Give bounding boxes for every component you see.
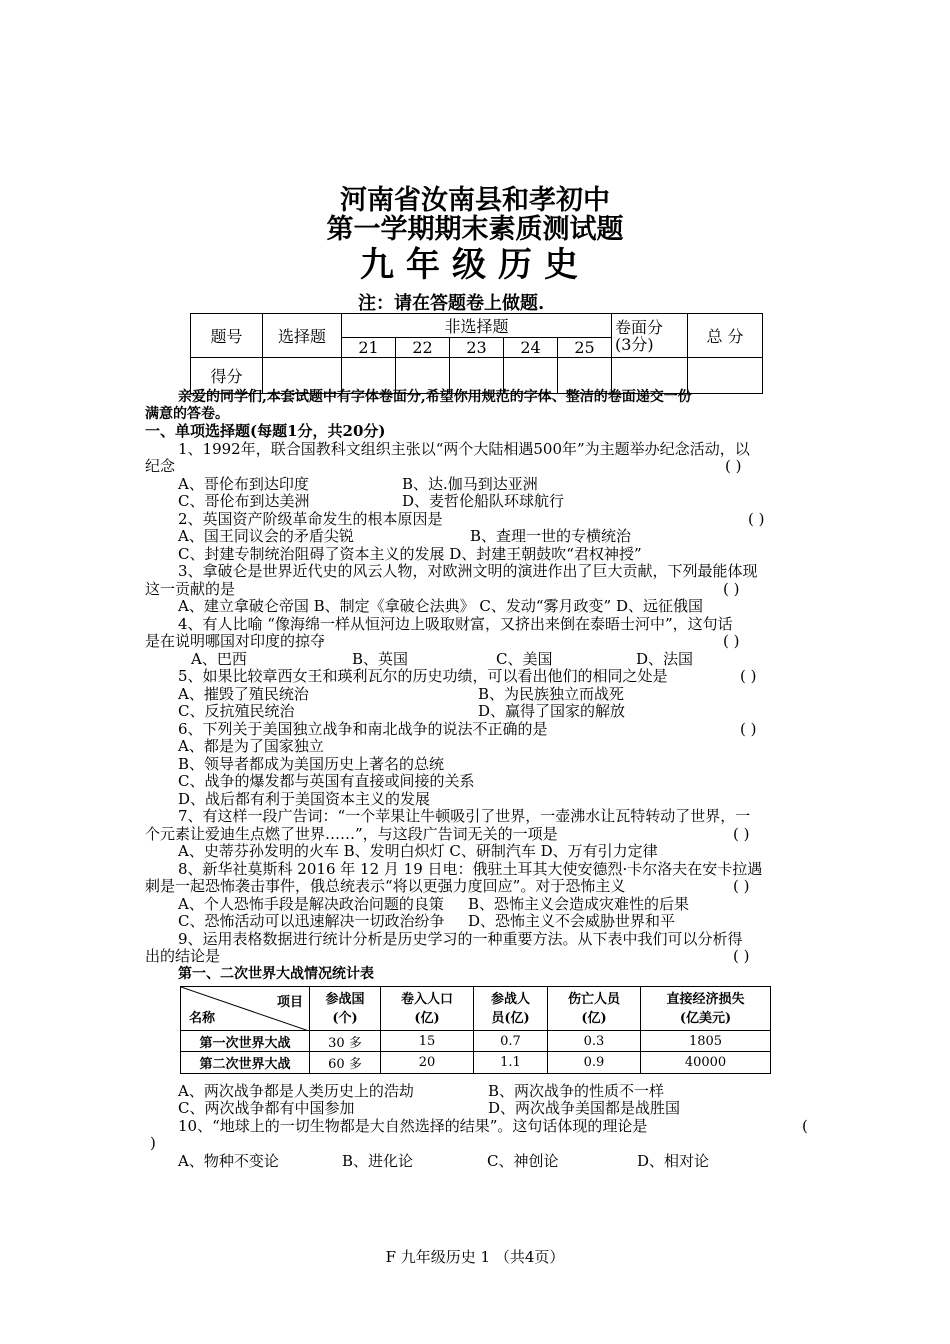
q2-option-a: A、国王同议会的矛盾尖锐 <box>178 527 354 545</box>
score-header-fei: 非选择题 <box>342 314 612 338</box>
q6-answer-paren: ( ) <box>740 720 757 738</box>
war-stat-table <box>180 986 771 1074</box>
stat-cell: 15 <box>381 1031 474 1052</box>
q2-answer-paren: ( ) <box>748 510 765 528</box>
q9-option-a: A、两次战争都是人类历史上的浩劫 <box>178 1082 414 1100</box>
q9-stem: 9、运用表格数据进行统计分析是历史学习的一种重要方法。从下表中我们可以分析得 <box>178 930 743 948</box>
score-header-juanmian: 卷面分 (3分) <box>612 314 688 358</box>
q10-option-a: A、物种不变论 <box>178 1152 279 1170</box>
q5-answer-paren: ( ) <box>740 667 757 685</box>
stat-header-col: 直接经济损失 (亿美元) <box>641 987 771 1031</box>
q5-option-b: B、为民族独立而战死 <box>478 685 625 703</box>
q2-option-cd: C、封建专制统治阻碍了资本主义的发展 D、封建王朝鼓吹“君权神授” <box>178 545 642 563</box>
q6-stem: 6、下列关于美国独立战争和南北战争的说法不正确的是 <box>178 720 548 738</box>
q8-option-d: D、恐怖主义不会威胁世界和平 <box>468 912 676 930</box>
title-subject: 九年级历史 <box>360 245 590 285</box>
q3-options: A、建立拿破仑帝国 B、制定《拿破仑法典》 C、发动“雾月政变” D、远征俄国 <box>178 597 704 615</box>
stat-header-col: 参战人 员(亿) <box>474 987 548 1031</box>
q7-stem: 7、有这样一段广告词：“一个苹果让牛顿吸引了世界，一壶沸水让瓦特转动了世界，一 <box>178 807 751 825</box>
stat-cell: 30 多 <box>310 1031 381 1052</box>
stat-table-caption: 第一、二次世界大战情况统计表 <box>178 966 374 982</box>
q8-option-a: A、个人恐怖手段是解决政治问题的良策 <box>178 895 444 913</box>
q1-answer-paren: ( ) <box>725 457 742 475</box>
q3-answer-paren: ( ) <box>723 580 740 598</box>
page-footer: F 九年级历史 1 （共4页） <box>385 1248 565 1266</box>
stat-cell: 1.1 <box>474 1052 548 1074</box>
stat-row-name: 第二次世界大战 <box>181 1052 310 1074</box>
intro-line-1: 亲爱的同学们,本套试题中有字体卷面分,希望你用规范的字体、整洁的卷面递交一份 <box>178 389 692 405</box>
q10-answer-paren-open: ( <box>802 1117 808 1135</box>
q3-stem-cont: 这一贡献的是 <box>145 580 236 598</box>
q8-answer-paren: ( ) <box>733 877 750 895</box>
q6-option-a: A、都是为了国家独立 <box>178 737 324 755</box>
q8-option-b: B、恐怖主义会造成灾难性的后果 <box>468 895 690 913</box>
q9-stem-cont: 出的结论是 <box>145 947 221 965</box>
q10-stem: 10、“地球上的一切生物都是大自然选择的结果”。这句话体现的理论是 <box>178 1117 648 1135</box>
q4-option-a: A、巴西 <box>191 650 247 668</box>
score-table <box>190 313 763 394</box>
q7-options: A、史蒂芬孙发明的火车 B、发明白炽灯 C、研制汽车 D、万有引力定律 <box>178 842 658 860</box>
score-header-zongfen: 总 分 <box>688 314 763 358</box>
q4-stem-cont: 是在说明哪国对印度的掠夺 <box>145 632 326 650</box>
stat-cell: 0.7 <box>474 1031 548 1052</box>
score-num-21: 21 <box>342 338 396 358</box>
q2-stem: 2、英国资产阶级革命发生的根本原因是 <box>178 510 443 528</box>
q1-stem: 1、1992年，联合国教科文组织主张以“两个大陆相遇500年”为主题举办纪念活动，以 <box>178 440 750 458</box>
q1-option-c: C、哥伦布到达美洲 <box>178 492 310 510</box>
q9-answer-paren: ( ) <box>733 947 750 965</box>
score-num-22: 22 <box>396 338 450 358</box>
q7-stem-cont: 个元素让爱迪生点燃了世界……”，与这段广告词无关的一项是 <box>145 825 558 843</box>
stat-header-corner <box>181 987 310 1031</box>
q1-option-d: D、麦哲伦船队环球航行 <box>402 492 565 510</box>
q3-stem: 3、拿破仑是世界近代史的风云人物，对欧洲文明的演进作出了巨大贡献，下列最能体现 <box>178 562 758 580</box>
q10-option-b: B、进化论 <box>342 1152 414 1170</box>
stat-header-item: 项目 <box>276 995 303 1010</box>
q1-option-b: B、达.伽马到达亚洲 <box>402 475 538 493</box>
q10-option-d: D、相对论 <box>637 1152 710 1170</box>
q8-stem: 8、新华社莫斯科 2016 年 12 月 19 日电：俄驻土耳其大使安德烈·卡尔洛夫在安卡拉遇 <box>178 860 763 878</box>
stat-cell: 60 多 <box>310 1052 381 1074</box>
q4-option-b: B、英国 <box>352 650 409 668</box>
q6-option-c: C、战争的爆发都与英国有直接或间接的关系 <box>178 772 475 790</box>
q8-stem-cont: 刺是一起恐怖袭击事件，俄总统表示“将以更强力度回应”。对于恐怖主义 <box>145 877 626 895</box>
exam-note: 注：请在答题卷上做题. <box>358 293 545 314</box>
stat-cell: 0.3 <box>548 1031 641 1052</box>
q5-option-a: A、摧毁了殖民统治 <box>178 685 309 703</box>
q4-stem: 4、有人比喻 “像海绵一样从恒河边上吸取财富，又挤出来倒在泰晤士河中”，这句话 <box>178 615 733 633</box>
q10-answer-paren-close: ) <box>150 1134 156 1152</box>
q2-option-b: B、查理一世的专横统治 <box>470 527 632 545</box>
score-num-23: 23 <box>450 338 504 358</box>
q10-option-c: C、神创论 <box>487 1152 559 1170</box>
q1-option-a: A、哥伦布到达印度 <box>178 475 309 493</box>
q5-option-c: C、反抗殖民统治 <box>178 702 295 720</box>
q1-stem-cont: 纪念 <box>145 457 176 475</box>
stat-header-name: 名称 <box>189 1011 216 1026</box>
q6-option-b: B、领导者都成为美国历史上著名的总统 <box>178 755 445 773</box>
intro-line-2: 满意的答卷。 <box>145 406 229 422</box>
section-heading: 一、单项选择题(每题1分，共20分) <box>145 422 386 440</box>
score-num-24: 24 <box>504 338 558 358</box>
stat-header-col: 参战国 (个) <box>310 987 381 1031</box>
stat-cell: 40000 <box>641 1052 771 1074</box>
title-exam: 第一学期期末素质测试题 <box>326 214 624 245</box>
q9-option-d: D、两次战争美国都是战胜国 <box>488 1099 681 1117</box>
stat-cell: 0.9 <box>548 1052 641 1074</box>
score-header-xuanze: 选择题 <box>263 314 342 358</box>
stat-header-col: 伤亡人员 (亿) <box>548 987 641 1031</box>
q4-option-d: D、法国 <box>636 650 694 668</box>
q5-option-d: D、赢得了国家的解放 <box>478 702 626 720</box>
stat-cell: 20 <box>381 1052 474 1074</box>
q9-option-c: C、两次战争都有中国参加 <box>178 1099 355 1117</box>
stat-header-col: 卷入人口 (亿) <box>381 987 474 1031</box>
q6-option-d: D、战后都有利于美国资本主义的发展 <box>178 790 431 808</box>
stat-row-name: 第一次世界大战 <box>181 1031 310 1052</box>
score-header-tihao: 题号 <box>191 314 263 358</box>
stat-cell: 1805 <box>641 1031 771 1052</box>
q7-answer-paren: ( ) <box>733 825 750 843</box>
score-row-defen: 得分 <box>191 358 263 394</box>
title-school: 河南省汝南县和孝初中 <box>340 185 610 216</box>
score-cell <box>688 358 763 394</box>
score-num-25: 25 <box>558 338 612 358</box>
q5-stem: 5、如果比较章西女王和瑛利瓦尔的历史功绩，可以看出他们的相同之处是 <box>178 667 668 685</box>
q4-answer-paren: ( ) <box>723 632 740 650</box>
q9-option-b: B、两次战争的性质不一样 <box>488 1082 665 1100</box>
q8-option-c: C、恐怖活动可以迅速解决一切政治纷争 <box>178 912 445 930</box>
q4-option-c: C、美国 <box>496 650 553 668</box>
